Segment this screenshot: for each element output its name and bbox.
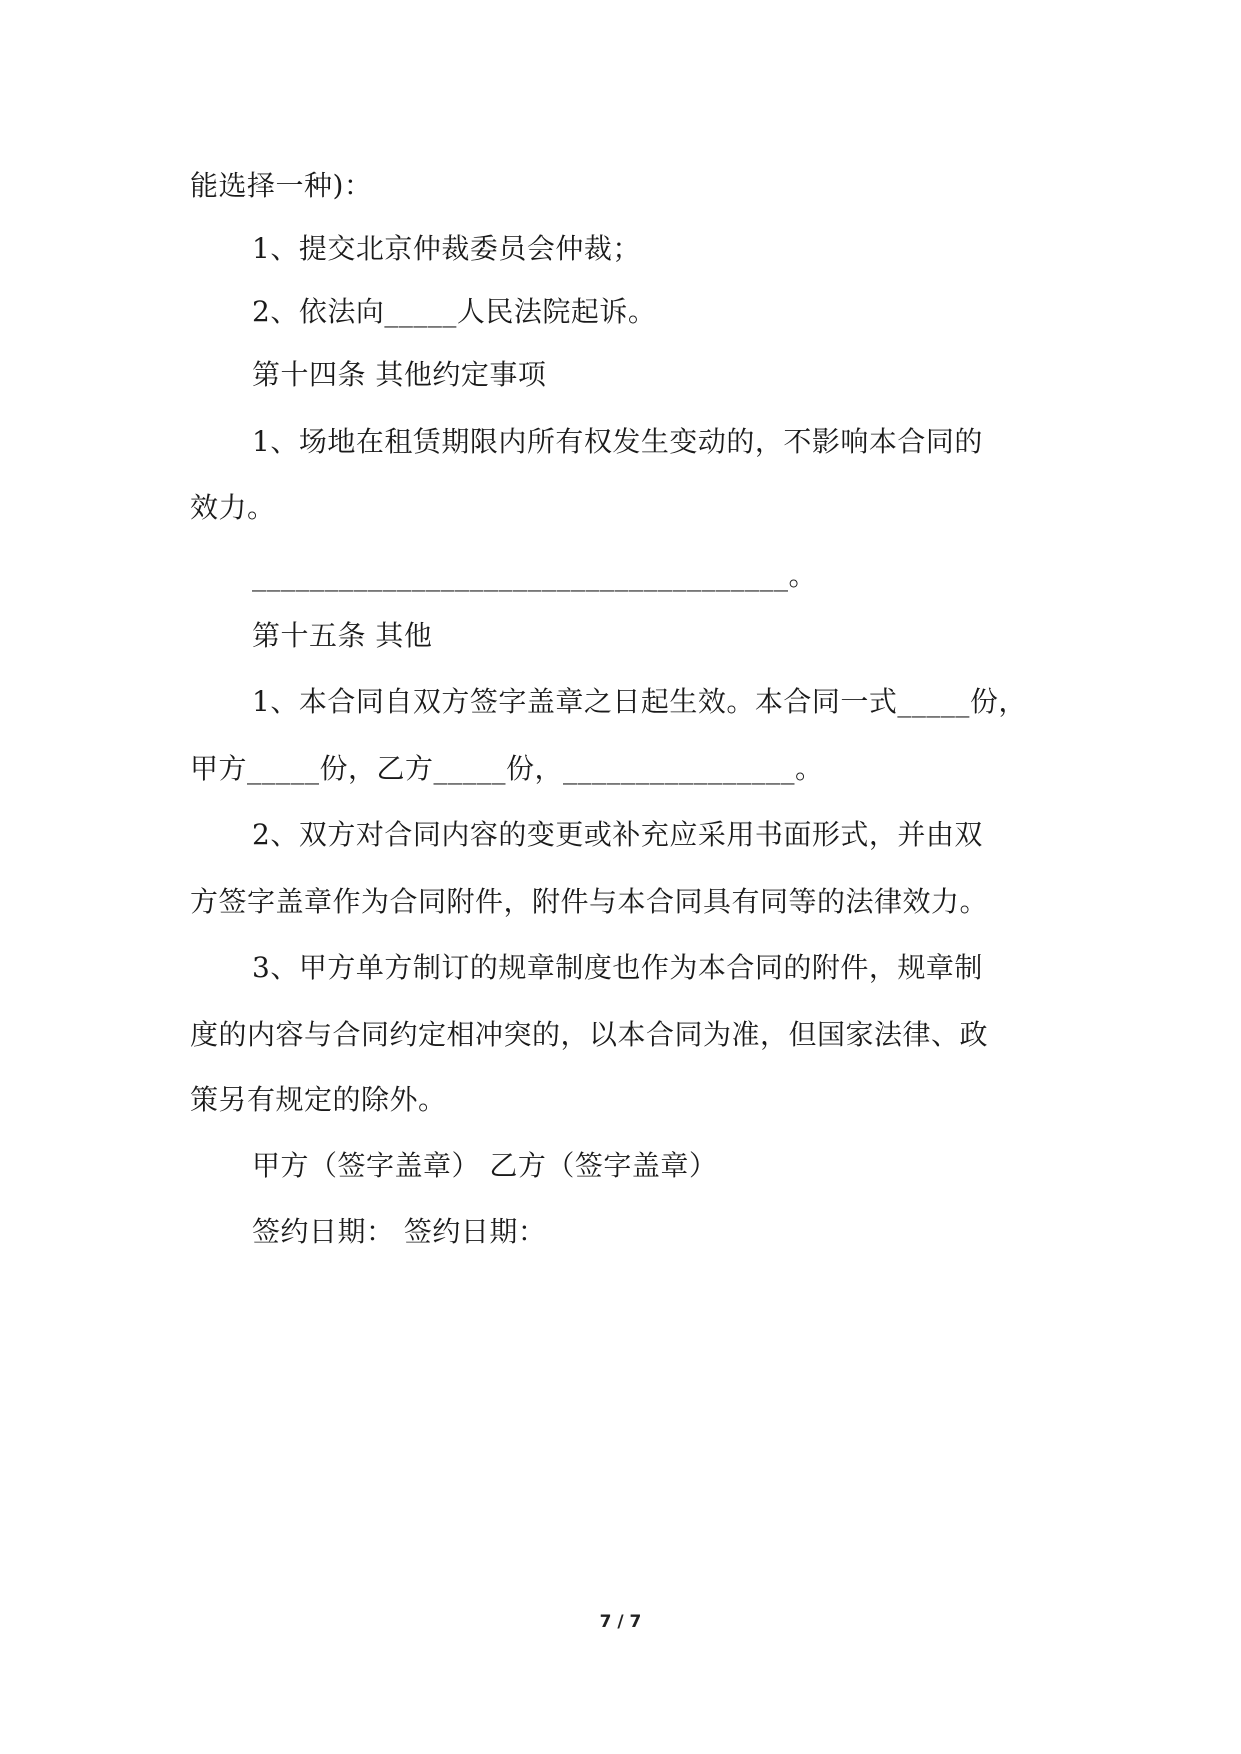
paragraph-line: 1、本合同自双方签字盖章之日起生效。本合同一式_____份， xyxy=(252,685,1027,718)
paragraph-line: 方签字盖章作为合同附件，附件与本合同具有同等的法律效力。 xyxy=(190,885,989,918)
paragraph-line: 策另有规定的除外。 xyxy=(190,1083,447,1116)
blank-line: _____________________________________。 xyxy=(252,559,818,592)
signing-date-line: 签约日期： 签约日期： xyxy=(252,1215,547,1248)
paragraph-line: 1、提交北京仲裁委员会仲裁； xyxy=(252,232,641,265)
paragraph-line: 能选择一种)： xyxy=(190,169,373,202)
section-heading: 第十五条 其他 xyxy=(252,619,433,652)
paragraph-line: 度的内容与合同约定相冲突的，以本合同为准，但国家法律、政 xyxy=(190,1018,989,1051)
paragraph-line: 甲方_____份，乙方_____份，________________。 xyxy=(190,752,824,785)
paragraph-line: 1、场地在租赁期限内所有权发生变动的，不影响本合同的 xyxy=(252,425,983,458)
paragraph-line: 效力。 xyxy=(190,491,276,524)
section-heading: 第十四条 其他约定事项 xyxy=(252,358,547,391)
paragraph-line: 3、甲方单方制订的规章制度也作为本合同的附件，规章制 xyxy=(252,951,983,984)
paragraph-line: 2、双方对合同内容的变更或补充应采用书面形式，并由双 xyxy=(252,818,983,851)
page-number: 7 / 7 xyxy=(599,1612,642,1632)
paragraph-line: 2、依法向_____人民法院起诉。 xyxy=(252,295,657,328)
signature-line: 甲方（签字盖章） 乙方（签字盖章） xyxy=(252,1149,718,1182)
